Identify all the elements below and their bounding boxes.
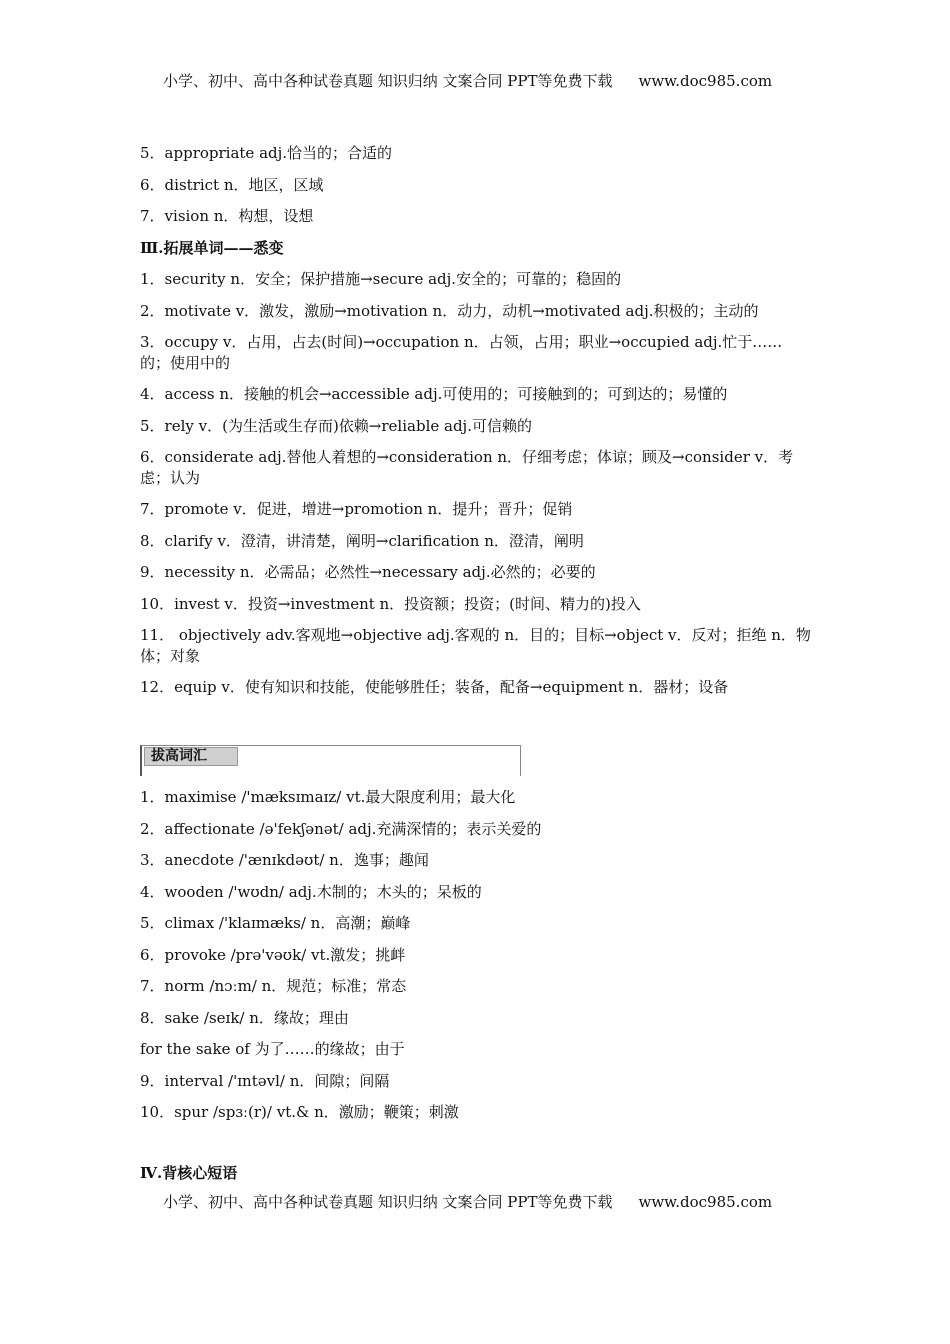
list-item: 3．occupy v．占用，占去(时间)→occupation n．占领，占用；职业→occupied adj.忙于……的；使用中的 — [140, 333, 783, 372]
list-item: 8．clarify v．澄清，讲清楚，阐明→clarification n．澄清，阐明 — [140, 531, 584, 550]
list-item: 10．invest v．投资→investment n．投资额；投资；(时间、精力的)投入 — [140, 594, 641, 613]
list-item: 6．district n．地区，区域 — [140, 175, 324, 194]
list-item: for the sake of 为了……的缘故；由于 — [140, 1040, 405, 1058]
advanced-vocab-list — [140, 787, 812, 1134]
list-item: 9．interval /'ɪntəvl/ n．间隙；间隔 — [140, 1071, 390, 1090]
list-item: 12．equip v．使有知识和技能，使能够胜任；装备，配备→equipment n．器材；设备 — [140, 678, 729, 696]
page-footer — [163, 1191, 772, 1212]
footer-url[interactable]: www.doc985.com — [638, 1193, 773, 1211]
footer-text: 小学、初中、高中各种试卷真题 知识归纳 文案合同 PPT等免费下载 — [163, 1193, 613, 1211]
list-item: 1．maximise /'mæksɪmaɪz/ vt.最大限度利用；最大化 — [140, 788, 516, 806]
list-item: 5．rely v．(为生活或生存而)依赖→reliable adj.可信赖的 — [140, 416, 532, 435]
list-item: 2．affectionate /ə'fekʃənət/ adj.充满深情的；表示关爱的 — [140, 819, 542, 838]
section-heading-3: Ⅲ.拓展单词——悉变 — [140, 238, 284, 257]
list-item: 5．appropriate adj.恰当的；合适的 — [140, 144, 393, 162]
list-item: 2．motivate v．激发，激励→motivation n．动力，动机→motivated adj.积极的；主动的 — [140, 301, 759, 320]
list-item: 6．provoke /prə'vəʊk/ vt.激发；挑衅 — [140, 945, 406, 964]
list-item: 11． objectively adv.客观地→objective adj.客观的 n．目的；目标→object v．反对；拒绝 n．物体；对象 — [140, 626, 811, 665]
list-item: 5．climax /'klaɪmæks/ n．高潮；巅峰 — [140, 914, 411, 932]
list-item: 4．wooden /'wʊdn/ adj.木制的；木头的；呆板的 — [140, 882, 482, 901]
advanced-vocab-banner — [140, 745, 521, 776]
list-item: 1．security n．安全；保护措施→secure adj.安全的；可靠的；稳固的 — [140, 270, 622, 288]
list-item: 8．sake /seɪk/ n．缘故；理由 — [140, 1008, 349, 1027]
list-item: 10．spur /spɜː(r)/ vt.& n．激励；鞭策；刺激 — [140, 1103, 459, 1121]
header-url[interactable]: www.doc985.com — [638, 72, 773, 90]
banner-label: 拔高词汇 — [144, 747, 238, 766]
section-heading-4: Ⅳ.背核心短语 — [140, 1164, 238, 1182]
list-item: 7．norm /nɔːm/ n．规范；标准；常态 — [140, 977, 407, 995]
header-text: 小学、初中、高中各种试卷真题 知识归纳 文案合同 PPT等免费下载 — [163, 72, 613, 90]
list-item: 3．anecdote /'ænɪkdəʊt/ n．逸事；趣闻 — [140, 851, 429, 869]
page-header — [163, 70, 772, 91]
list-item: 6．considerate adj.替他人着想的→consideration n．仔细考虑；体谅；顾及→consider v．考虑；认为 — [140, 448, 794, 487]
list-item: 7．promote v．促进，增进→promotion n．提升；晋升；促销 — [140, 500, 573, 518]
list-item: 7．vision n．构想，设想 — [140, 207, 314, 225]
vocab-content — [140, 143, 812, 709]
list-item: 9．necessity n．必需品；必然性→necessary adj.必然的；必要的 — [140, 563, 596, 581]
list-item: 4．access n．接触的机会→accessible adj.可使用的；可接触到的；可到达的；易懂的 — [140, 385, 728, 403]
